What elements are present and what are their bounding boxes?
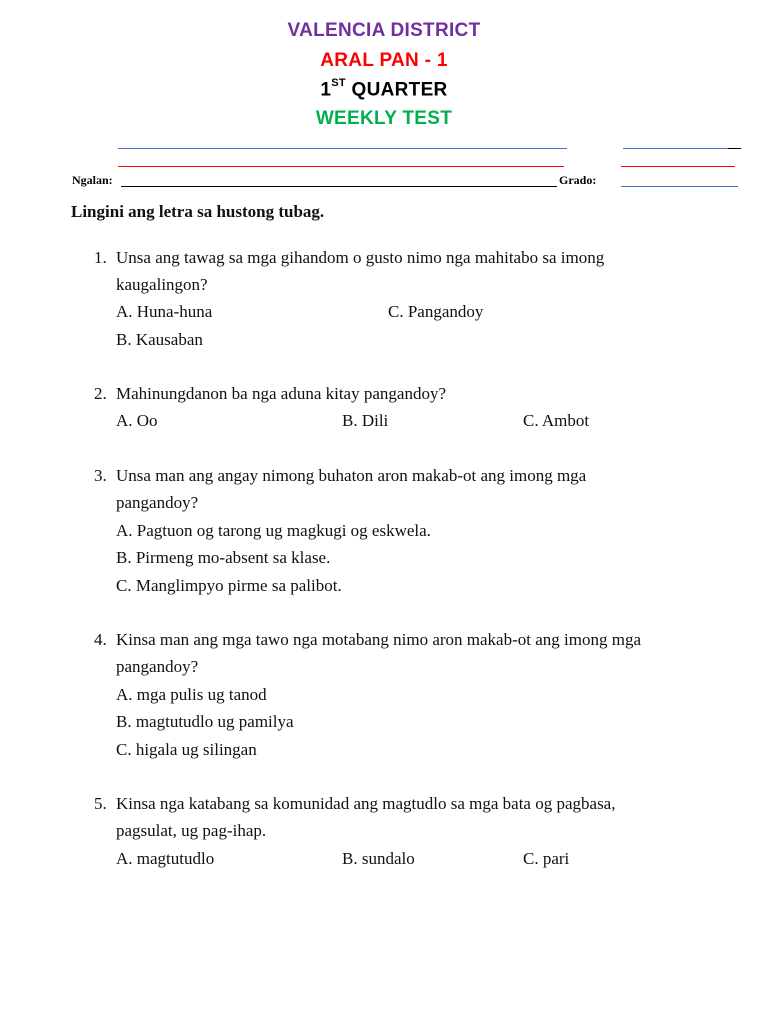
choice-c[interactable]: C. Pangandoy	[388, 302, 484, 321]
instructions: Lingini ang letra sa hustong tubag.	[71, 202, 325, 221]
question-number: 4.	[94, 630, 107, 649]
choice-c[interactable]: C. Manglimpyo pirme sa palibot.	[116, 576, 342, 595]
question-text: Kinsa man ang mga tawo nga motabang nimo aron makab-ot ang imong mga	[116, 630, 641, 649]
question-text: pagsulat, ug pag-ihap.	[116, 821, 267, 840]
choice-b[interactable]: B. magtutudlo ug pamilya	[116, 712, 294, 731]
black-blank-line-right	[728, 148, 741, 149]
choice-a[interactable]: A. Oo	[116, 411, 158, 430]
question-text: pangandoy?	[116, 493, 199, 512]
choice-b[interactable]: B. Dili	[342, 411, 389, 430]
question-text: pangandoy?	[116, 657, 199, 676]
choice-c[interactable]: C. pari	[523, 849, 570, 868]
question-text: Mahinungdanon ba nga aduna kitay pangandoy?	[116, 384, 446, 403]
red-blank-line-right	[621, 166, 735, 167]
question-number: 5.	[94, 794, 107, 813]
name-field-line[interactable]	[121, 186, 557, 187]
choice-a[interactable]: A. Huna-huna	[116, 302, 213, 321]
red-blank-line-left	[118, 166, 564, 167]
choice-a[interactable]: A. magtutudlo	[116, 849, 215, 868]
choice-b[interactable]: B. sundalo	[342, 849, 415, 868]
blue-blank-line-right	[623, 148, 728, 149]
name-label: Ngalan:	[72, 173, 113, 187]
choice-c[interactable]: C. Ambot	[523, 411, 590, 430]
question-text: Unsa ang tawag sa mga gihandom o gusto nimo nga mahitabo sa imong	[116, 248, 605, 267]
quarter-superscript: ST	[331, 77, 346, 89]
question-number: 2.	[94, 384, 107, 403]
choice-a[interactable]: A. mga pulis ug tanod	[116, 685, 267, 704]
quarter-title	[0, 79, 768, 101]
blue-blank-line-left	[118, 148, 567, 149]
quarter-number: 1	[320, 79, 332, 101]
subject-title: ARAL PAN - 1	[320, 50, 448, 71]
question-text: Kinsa nga katabang sa komunidad ang magtudlo sa mga bata og pagbasa,	[116, 794, 616, 813]
question-number: 1.	[94, 248, 107, 267]
district-title: VALENCIA DISTRICT	[287, 20, 481, 41]
question-text: Unsa man ang angay nimong buhaton aron makab-ot ang imong mga	[116, 466, 587, 485]
choice-c[interactable]: C. higala ug silingan	[116, 740, 257, 759]
question-number: 3.	[94, 466, 107, 485]
choice-b[interactable]: B. Pirmeng mo-absent sa klase.	[116, 548, 331, 567]
grade-label: Grado:	[559, 173, 597, 187]
choice-b[interactable]: B. Kausaban	[116, 330, 203, 349]
grade-field-line[interactable]	[621, 186, 738, 187]
quarter-word: QUARTER	[351, 79, 448, 101]
test-title: WEEKLY TEST	[315, 108, 453, 129]
choice-a[interactable]: A. Pagtuon og tarong ug magkugi og eskwela.	[116, 521, 431, 540]
question-text: kaugalingon?	[116, 275, 208, 294]
